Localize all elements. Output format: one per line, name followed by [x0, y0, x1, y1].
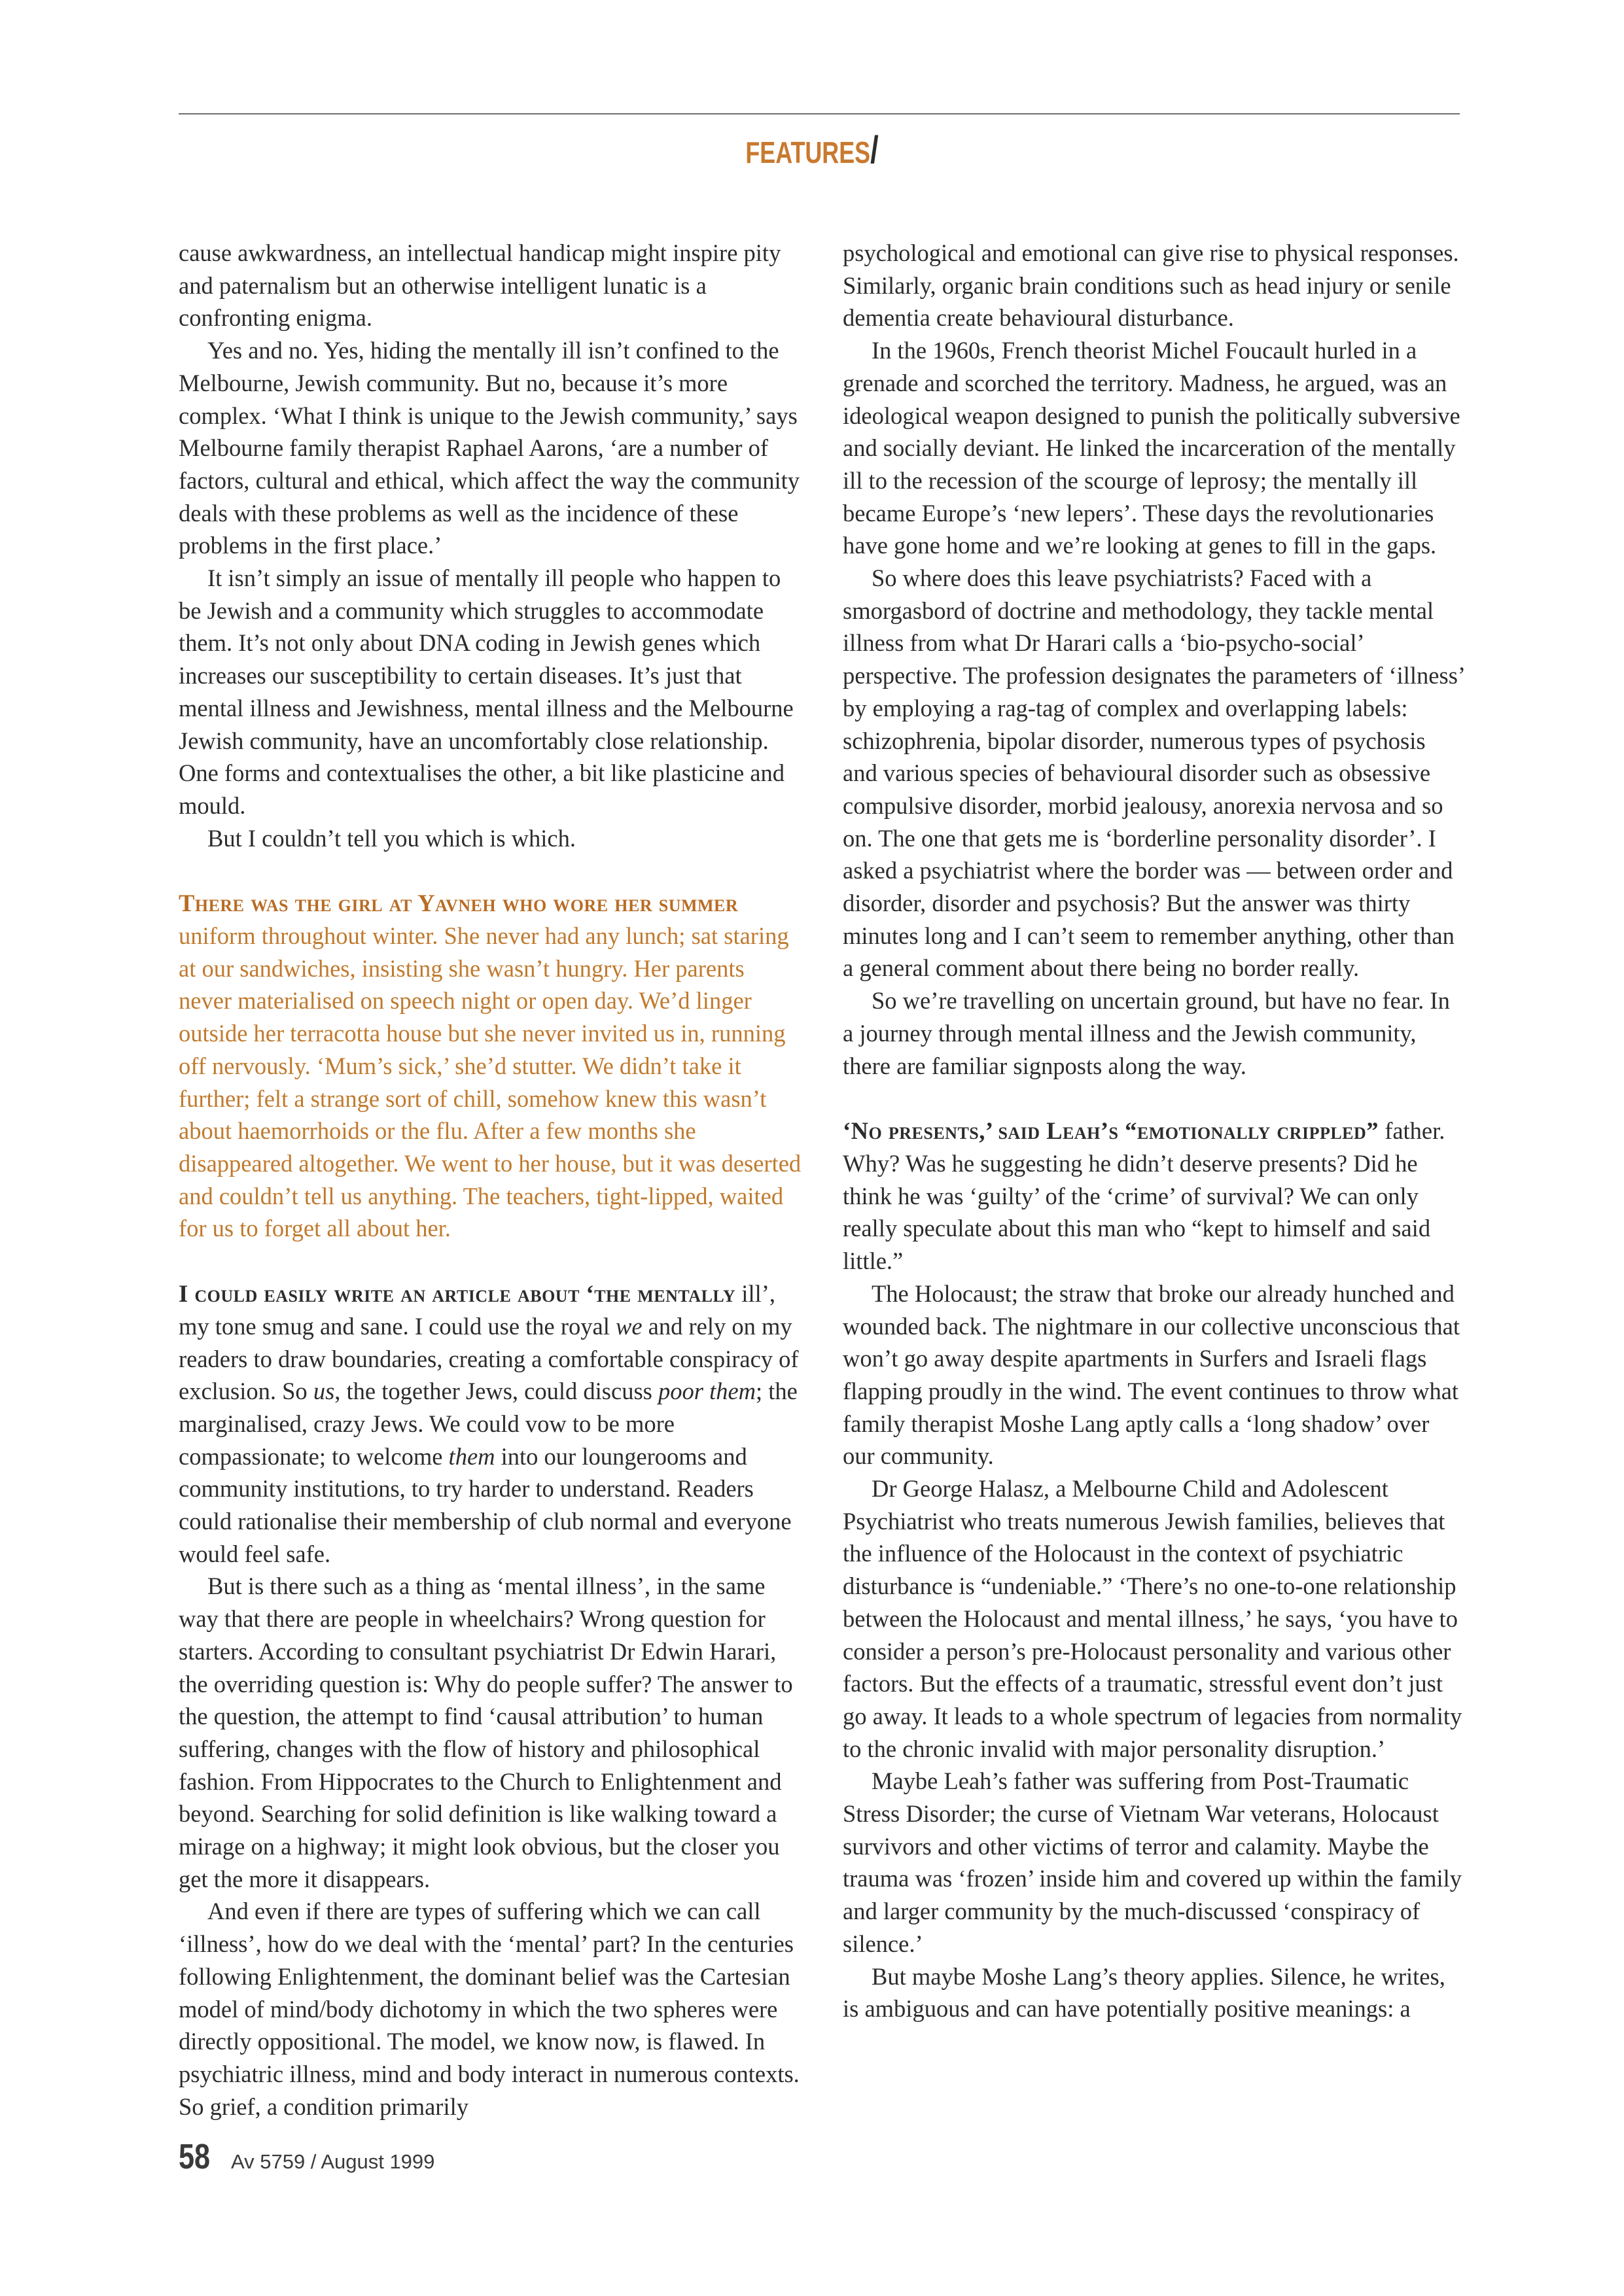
paragraph: It isn’t simply an issue of mentally ill people who happen to be Jewish and a community which struggles to accommodate them. It’s not only about DNA coding in Jewish genes which increases our susceptibility to certain diseases. It’s just that mental illness and Jewishness, mental illness and the Melbourne Jewish community, have an uncomfortably close relationship. One forms and contextualises the other, a bit like plasticine and mould.: [179, 565, 794, 819]
section-break: [179, 1245, 802, 1278]
paragraph: But maybe Moshe Lang’s theory applies. Silence, he writes, is ambiguous and can have potentially positive meanings: a: [843, 1962, 1445, 2023]
paragraph-text: , the together Jews, could discuss: [334, 1378, 658, 1405]
anecdote-paragraph: [179, 887, 802, 1245]
paragraph-lead-in: ‘No presents,’ said Leah’s “emotionally crippled”: [843, 1117, 1379, 1145]
paragraph-text: father. Why? Was he suggesting he didn’t deserve presents? Did he think he was ‘guilty’ of the ‘crime’ of survival? We can only really speculate about this man who “kept to himself and said little.”: [843, 1117, 1445, 1275]
paragraph: The Holocaust; the straw that broke our already hunched and wounded back. The nightmare in our collective unconscious that won’t go away despite apartments in Surfers and Israeli flags flapping proudly in the wind. The event continues to throw what family therapist Moshe Lang aptly calls a ‘long shadow’ over our community.: [843, 1279, 1460, 1470]
paragraph: Yes and no. Yes, hiding the mentally ill isn’t confined to the Melbourne, Jewish community. But no, because it’s more complex. ‘What I think is unique to the Jewish community,’ says Melbourne family therapist Raphael Aarons, ‘are a number of factors, cultural and ethical, which affect the way the community deals with these problems as well as the incidence of these problems in the first place.’: [179, 337, 800, 559]
paragraph: In the 1960s, French theorist Michel Foucault hurled in a grenade and scorched the territory. Madness, he argued, was an ideological weapon designed to punish the politically subversive and socially deviant. He linked the incarceration of the mentally ill to the recession of the scourge of leprosy; the mentally ill became Europe’s ‘new lepers’. These days the revolutionaries have gone home and we’re looking at genes to fill in the gaps.: [843, 337, 1460, 559]
emphasis: us: [313, 1378, 335, 1405]
section-break: [843, 1082, 1466, 1115]
paragraph-text: uniform throughout winter. She never had any lunch; sat staring at our sandwiches, insisting she wasn’t hungry. Her parents never materialised on speech night or open day. We’d linger outside her terracotta house but she never invited us in, running off nervously. ‘Mum’s sick,’ she’d stutter. We didn’t take it further; felt a strange sort of chill, somehow knew this wasn’t about haemorrhoids or the flu. After a few months she disappeared altogether. We went to her house, but it was deserted and couldn’t tell us anything. The teachers, tight-lipped, waited for us to forget all about her.: [179, 922, 802, 1242]
header-rule: [179, 113, 1460, 114]
emphasis: poor them: [658, 1378, 756, 1405]
issue-date: Av 5759 / August 1999: [231, 2150, 435, 2173]
section-slash: /: [870, 129, 879, 171]
paragraph-text: ; the marginalised, crazy Jews. We could vow to be more compassionate; to welcome: [179, 1378, 798, 1470]
paragraph: Maybe Leah’s father was suffering from Post-Traumatic Stress Disorder; the curse of Vietnam War veterans, Holocaust survivors and other victims of terror and calamity. Maybe the trauma was ‘frozen’ inside him and covered up within the family and larger community by the much-discussed ‘conspiracy of silence.’: [843, 1767, 1462, 1957]
left-column: [179, 237, 802, 2123]
paragraph-text: ill’, my tone smug and sane. I could use the royal: [179, 1280, 775, 1340]
paragraph: psychological and emotional can give rise to physical responses. Similarly, organic brain conditions such as head injury or senile dementia create behavioural disturbance.: [843, 239, 1459, 332]
paragraph-text: into our loungerooms and community institutions, to try harder to understand. Readers could rationalise their membership of club normal and everyone would feel safe.: [179, 1442, 792, 1567]
section-break: [179, 854, 802, 887]
section-title: [179, 128, 1445, 172]
paragraph: But is there such as a thing as ‘mental illness’, in the same way that there are people in wheelchairs? Wrong question for starters. According to consultant psychiatrist Dr Edwin Harari, the overriding question is: Why do people suffer? The answer to the question, the attempt to find ‘causal attribution’ to human suffering, changes with the flow of history and philosophical fashion. From Hippocrates to the Church to Enlightenment and beyond. Searching for solid definition is like walking toward a mirage on a highway; it might look obvious, but the closer you get the more it disappears.: [179, 1573, 793, 1892]
right-column: [843, 237, 1466, 2025]
page-number: 58: [179, 2137, 211, 2176]
paragraph-lead-in: There was the girl at Yavneh who wore her summer: [179, 890, 739, 917]
paragraph: [179, 1278, 802, 1570]
paragraph: [843, 1115, 1466, 1278]
paragraph: But I couldn’t tell you which is which.: [207, 824, 576, 852]
paragraph-lead-in: I could easily write an article about ‘the mentally: [179, 1280, 736, 1308]
page-footer: [179, 2136, 434, 2177]
paragraph: So we’re travelling on uncertain ground, but have no fear. In a journey through mental illness and the Jewish community, there are familiar signposts along the way.: [843, 987, 1450, 1079]
emphasis: them: [448, 1442, 495, 1470]
paragraph: Dr George Halasz, a Melbourne Child and Adolescent Psychiatrist who treats numerous Jewish families, believes that the influence of the Holocaust in the context of psychiatric disturbance is “undeniable.” ‘There’s no one-to-one relationship between the Holocaust and mental illness,’ he says, ‘you have to consider a person’s pre-Holocaust personality and various other factors. But the effects of a traumatic, stressful event don’t just go away. It leads to a whole spectrum of legacies from normality to the chronic invalid with major personality disruption.’: [843, 1475, 1462, 1762]
paragraph-text: and rely on my readers to draw boundaries, creating a comfortable conspiracy of exclusion. So: [179, 1312, 799, 1405]
paragraph: And even if there are types of suffering which we can call ‘illness’, how do we deal with the ‘mental’ part? In the centuries following Enlightenment, the dominant belief was the Cartesian model of mind/body dichotomy in which the two spheres were directly oppositional. The model, we know now, is flawed. In psychiatric illness, mind and body interact in numerous contexts. So grief, a condition primarily: [179, 1898, 800, 2120]
section-label: FEATURES: [745, 135, 871, 169]
paragraph: cause awkwardness, an intellectual handicap might inspire pity and paternalism but an otherwise intelligent lunatic is a confronting enigma.: [179, 239, 781, 332]
paragraph: So where does this leave psychiatrists? Faced with a smorgasbord of doctrine and methodology, they tackle mental illness from what Dr Harari calls a ‘bio-psycho-social’ perspective. The profession designates the parameters of ‘illness’ by employing a rag-tag of complex and overlapping labels: schizophrenia, bipolar disorder, numerous types of psychosis and various species of behavioural disorder such as obsessive compulsive disorder, morbid jealousy, anorexia nervosa and so on. The one that gets me is ‘borderline personality disorder’. I asked a psychiatrist where the border was — between order and disorder, disorder and psychosis? But the answer was thirty minutes long and I can’t seem to remember anything, other than a general comment about there being no border really.: [843, 565, 1464, 982]
emphasis: we: [616, 1312, 643, 1340]
